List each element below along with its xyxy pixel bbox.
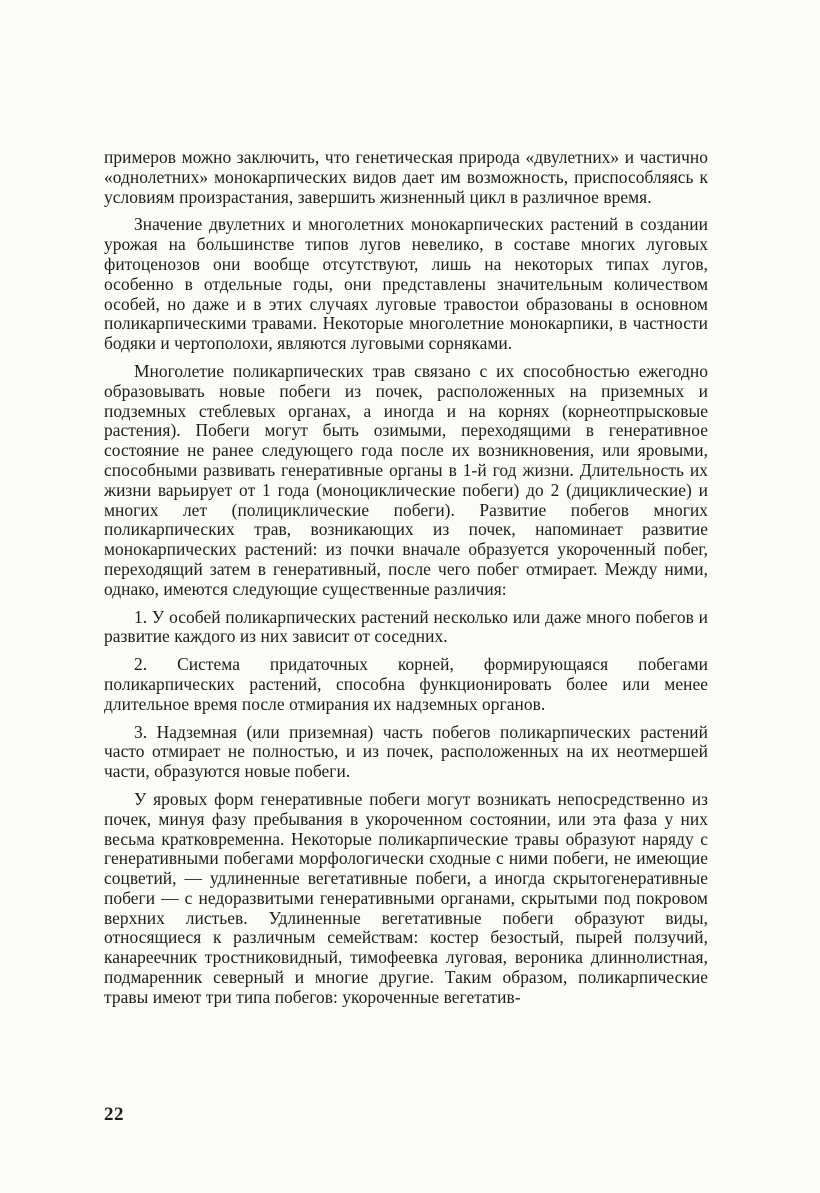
list-item-difference-2: 2. Система придаточных корней, формирующаяся побегами поликарпических растений, способна функционировать более или менее длительное время после отмирания их надземных органов.	[104, 654, 708, 714]
list-item-difference-3: 3. Надземная (или приземная) часть побегов поликарпических растений часто отмирает не полностью, и из почек, расположенных на их неотмершей части, образуются новые побеги.	[104, 721, 708, 782]
list-item-difference-1: 1. У особей поликарпических растений несколько или даже много побегов и развитие каждого из них зависит от соседних.	[104, 606, 708, 647]
paragraph-polycarpic-perennial: Многолетие поликарпических трав связано с их способностью ежегодно образовывать новые побеги из почек, расположенных на приземных и подземных стеблевых органах, а иногда и на корнях (корнеотпрысковые растения). Побеги могут быть озимыми, переходящими в генеративное состояние не ранее следующего года после их возникновения, или яровыми, способными развивать генеративные органы в 1-й год жизни. Длительность их жизни варьирует от 1 года (моноциклические побеги) до 2 (дициклические) и многих лет (полициклические побеги). Развитие побегов многих поликарпических трав, возникающих из почек, напоминает развитие монокарпических растений: из почки вначале образуется укороченный побег, переходящий затем в генеративный, после чего побег отмирает. Между ними, однако, имеются следующие существенные различия:	[104, 360, 708, 599]
paragraph-spring-forms: У яровых форм генеративные побеги могут возникать непосредственно из почек, минуя фазу пребывания в укороченном состоянии, или эта фаза у них весьма кратковременна. Некоторые поликарпические травы образуют наряду с генеративными побегами морфологически сходные с ними побеги, не имеющие соцветий, — удлиненные вегетативные побеги, а иногда скрытогенеративные побеги — с недоразвитыми генеративными органами, скрытыми под покровом верхних листьев. Удлиненные вегетативные побеги образуют виды, относящиеся к различным семействам: костер безостый, пырей ползучий, канареечник тростниковидный, тимофеевка луговая, вероника длиннолистная, подмаренник северный и многие другие. Таким образом, поликарпические травы имеют три типа побегов: укороченные вегетатив-	[104, 788, 708, 1007]
paragraph-continuation: примеров можно заключить, что генетическая природа «двулетних» и частично «однолетних» монокарпических видов дает им возможность, приспособляясь к условиям произрастания, завершить жизненный цикл в различное время.	[104, 147, 708, 207]
page-number: 22	[104, 1104, 124, 1125]
body-text	[104, 148, 708, 1016]
paragraph-monocarpic-value: Значение двулетних и многолетних монокарпических растений в создании урожая на большинстве типов лугов невелико, в составе многих луговых фитоценозов они вообще отсутствуют, лишь на некоторых типах лугов, особенно в отдельные годы, они представлены значительным количеством особей, но даже и в этих случаях луговые травостои образованы в основном поликарпическими травами. Некоторые многолетние монокарпики, в частности бодяки и чертополохи, являются луговыми сорняками.	[104, 214, 708, 354]
